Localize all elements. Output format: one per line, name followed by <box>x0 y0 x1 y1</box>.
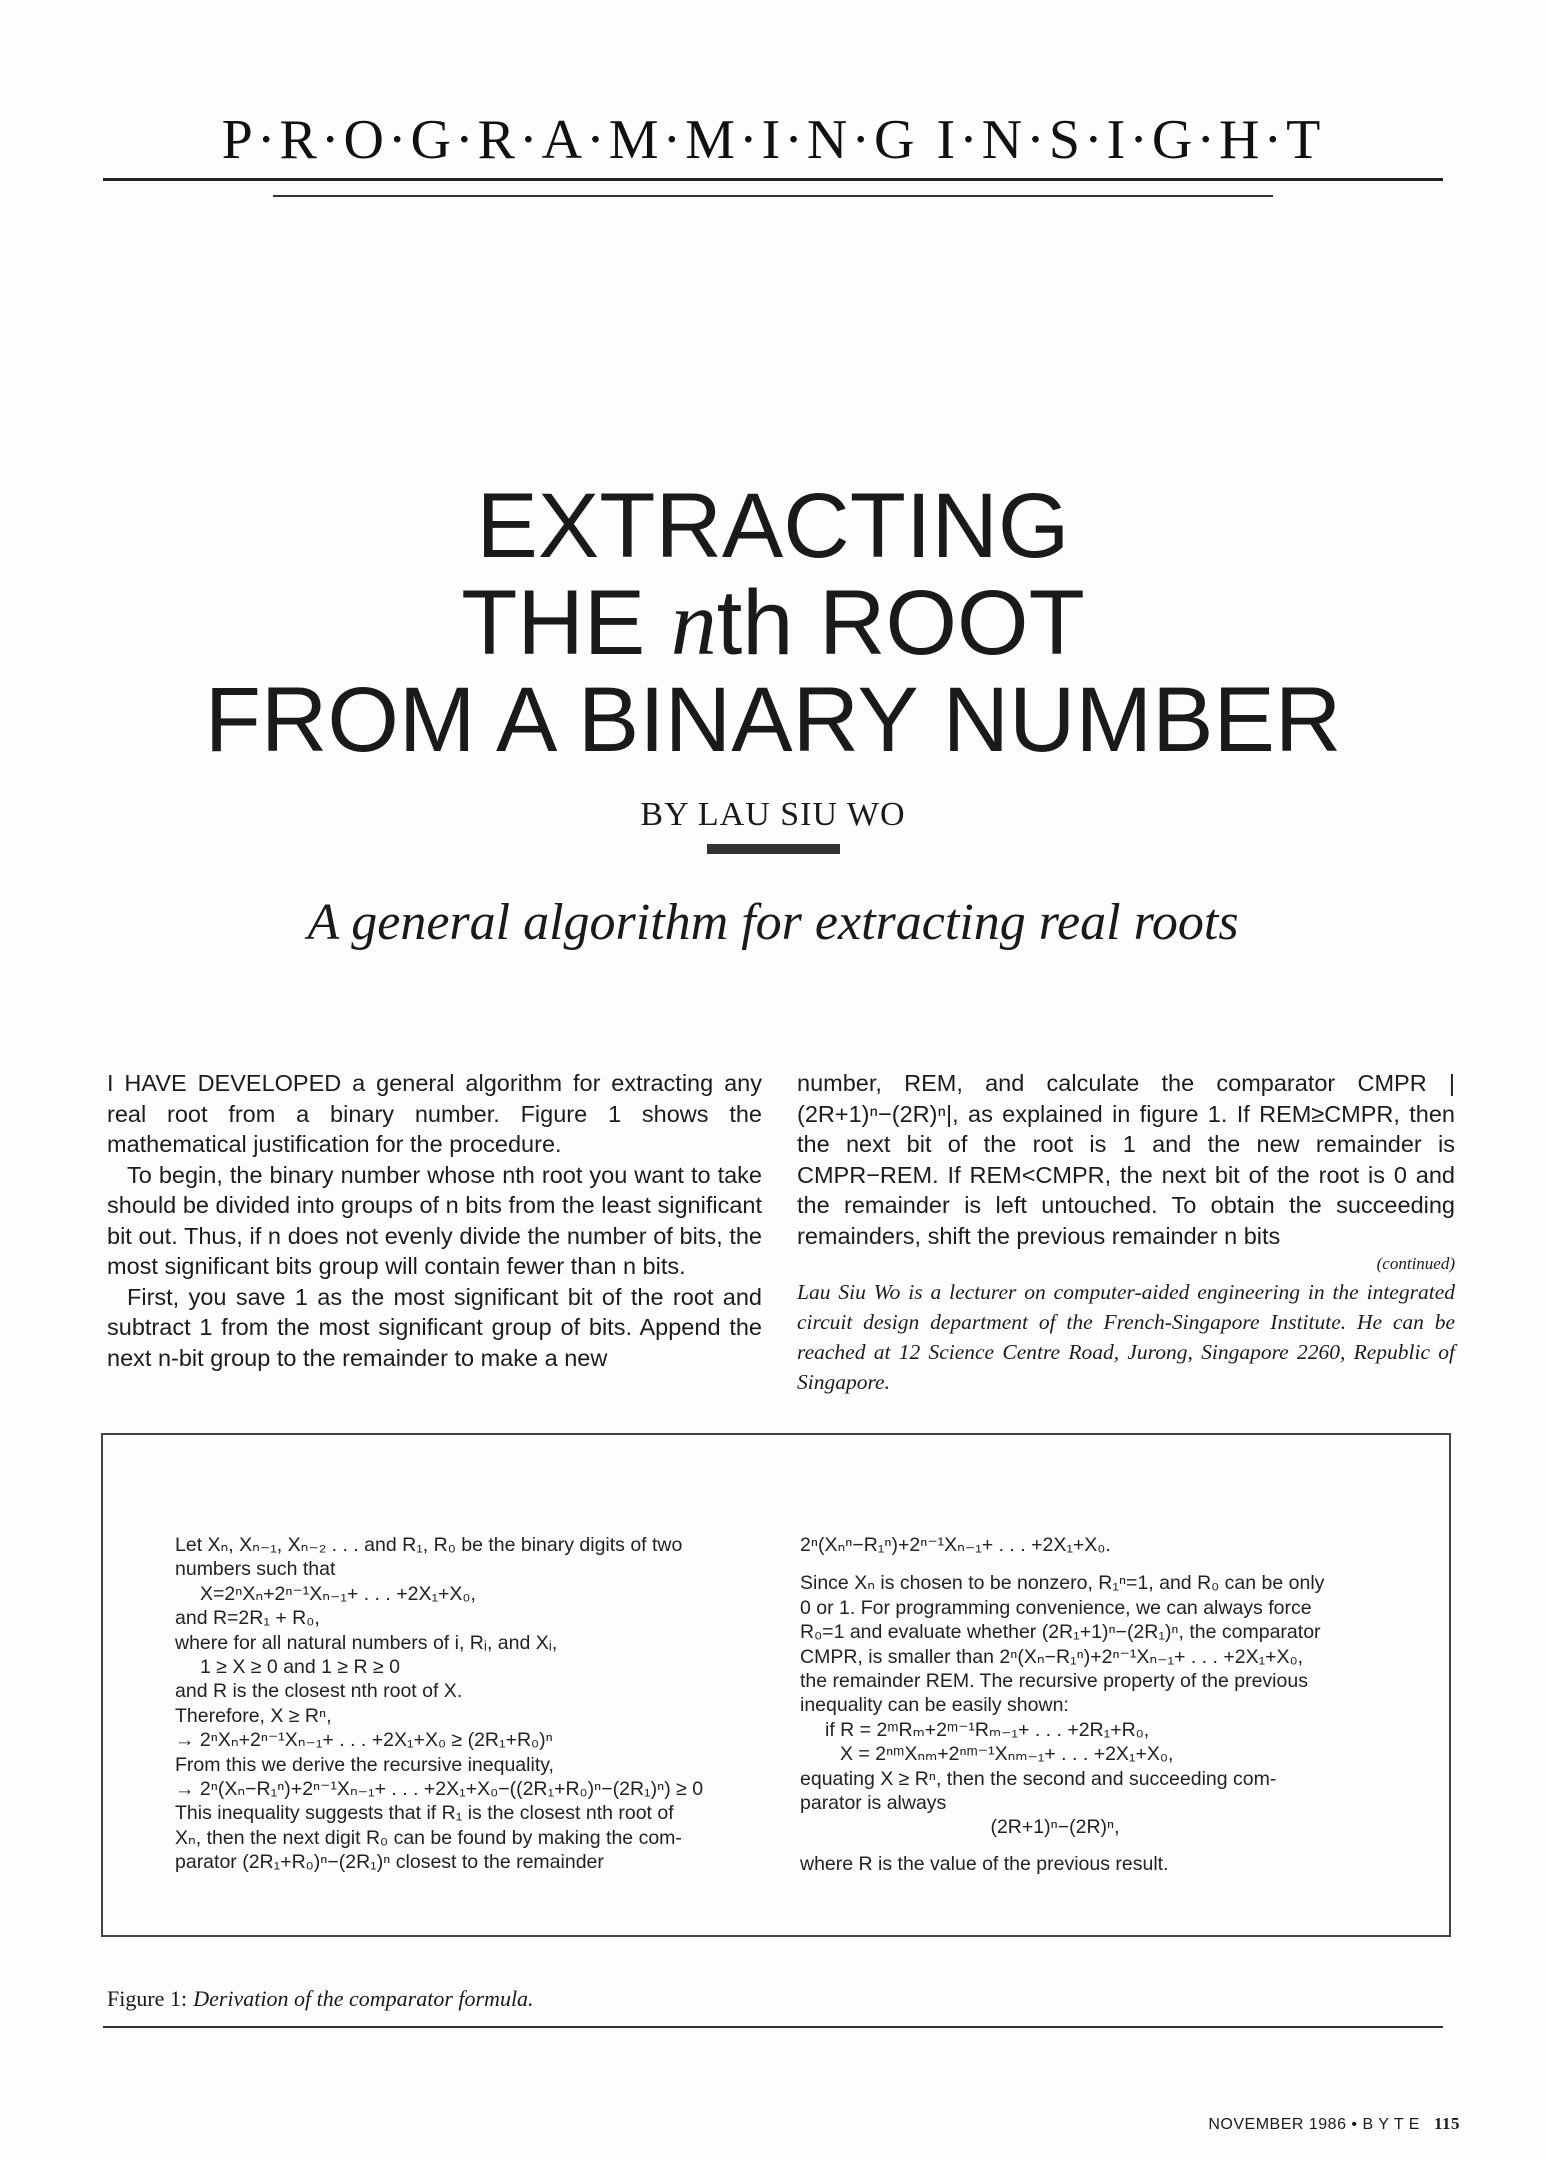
figure-column-right <box>800 1533 1400 1876</box>
figure-equation: 1 ≥ X ≥ 0 and 1 ≥ R ≥ 0 <box>200 1656 400 1679</box>
figure-caption <box>107 1986 534 2012</box>
figure-line: R₀=1 and evaluate whether (2R₁+1)ⁿ−(2R₁)ⁿ, the comparator <box>800 1621 1321 1644</box>
figure-column-left <box>175 1533 760 1875</box>
figure-equation: X=2ⁿXₙ+2ⁿ⁻¹Xₙ₋₁+ . . . +2X₁+X₀, <box>200 1582 476 1605</box>
byline: BY LAU SIU WO <box>640 796 906 833</box>
figure-line: parator (2R₁+R₀)ⁿ−(2R₁)ⁿ closest to the remainder <box>175 1851 604 1874</box>
section-kicker: P·R·O·G·R·A·M·M·I·N·G I·N·S·I·G·H·T <box>221 109 1325 171</box>
figure-line: inequality can be easily shown: <box>800 1694 1069 1717</box>
title-line-1: EXTRACTING <box>476 475 1070 577</box>
page-number: 115 <box>1433 2114 1460 2133</box>
article-deck: A general algorithm for extracting real roots <box>307 894 1239 951</box>
figure-equation: → 2ⁿXₙ+2ⁿ⁻¹Xₙ₋₁+ . . . +2X₁+X₀ ≥ (2R₁+R₀)ⁿ <box>175 1729 553 1752</box>
body-paragraph: First, you save 1 as the most significant bit of the root and subtract 1 from the most significant group of bits. Append the next n-bit group to the remainder to make a new <box>107 1283 762 1371</box>
figure-line: numbers such that <box>175 1558 336 1581</box>
figure-line: equating X ≥ Rⁿ, then the second and succeeding com- <box>800 1767 1277 1790</box>
figure-caption-text: Derivation of the comparator formula. <box>193 1986 534 2011</box>
figure-equation: if R = 2ᵐRₘ+2ᵐ⁻¹Rₘ₋₁+ . . . +2R₁+R₀, <box>825 1718 1150 1741</box>
figure-line: Let Xₙ, Xₙ₋₁, Xₙ₋₂ . . . and R₁, R₀ be the binary digits of two <box>175 1534 683 1556</box>
figure-line: and R is the closest nth root of X. <box>175 1680 463 1703</box>
figure-line: CMPR, is smaller than 2ⁿ(Xₙ−R₁ⁿ)+2ⁿ⁻¹Xₙ₋₁+ . . . +2X₁+X₀, <box>800 1645 1304 1668</box>
footer-rule <box>103 2026 1443 2028</box>
figure-line: Since Xₙ is chosen to be nonzero, R₁ⁿ=1, and R₀ can be only <box>800 1572 1325 1595</box>
body-paragraph: I HAVE DEVELOPED a general algorithm for extracting any real root from a binary number. Figure 1 shows the mathematical justification for the procedure. <box>107 1070 762 1157</box>
body-paragraph: number, REM, and calculate the comparator CMPR |(2R+1)ⁿ−(2R)ⁿ|, as explained in figure 1. If REM≥CMPR, then the next bit of the root is 1 and the new remainder is CMPR−REM. If REM<CMPR, the next bit of the root is 0 and the remainder is left untouched. To obtain the succeeding remainders, shift the previous remainder n bits <box>797 1070 1455 1249</box>
figure-equation: 2ⁿ(Xₙⁿ−R₁ⁿ)+2ⁿ⁻¹Xₙ₋₁+ . . . +2X₁+X₀. <box>800 1534 1111 1556</box>
figure-spacer <box>800 1557 1400 1571</box>
article-title <box>0 475 1546 771</box>
figure-line: where for all natural numbers of i, Rᵢ, and Xᵢ, <box>175 1631 558 1654</box>
figure-line: Therefore, X ≥ Rⁿ, <box>175 1704 332 1727</box>
figure-line: parator is always <box>800 1792 947 1815</box>
author-bio: Lau Siu Wo is a lecturer on computer-aided engineering in the integrated circuit design department of the French-Singapore Institute. He can be reached at 12 Science Centre Road, Jurong, Singapore 2260, Republic of Singapore. <box>797 1280 1455 1394</box>
figure-line: and R=2R₁ + R₀, <box>175 1607 320 1630</box>
figure-equation: → 2ⁿ(Xₙ−R₁ⁿ)+2ⁿ⁻¹Xₙ₋₁+ . . . +2X₁+X₀−((2R₁+R₀)ⁿ−(2R₁)ⁿ) ≥ 0 <box>175 1778 704 1801</box>
figure-line: where R is the value of the previous result. <box>800 1852 1169 1875</box>
figure-line: From this we derive the recursive inequality, <box>175 1753 554 1776</box>
figure-equation: (2R+1)ⁿ−(2R)ⁿ, <box>990 1816 1120 1839</box>
figure-line: This inequality suggests that if R₁ is the closest nth root of <box>175 1802 674 1825</box>
title-line-3: FROM A BINARY NUMBER <box>204 669 1342 771</box>
page-footer <box>1000 2114 1460 2134</box>
header-rule <box>103 178 1443 181</box>
header-subrule <box>273 195 1273 197</box>
byline-bar <box>707 844 840 854</box>
title-line-2: THE nth ROOT <box>461 572 1085 674</box>
figure-spacer <box>800 1840 1400 1852</box>
continued-note: (continued) <box>1376 1254 1455 1273</box>
body-column-right <box>797 1068 1455 1397</box>
figure-caption-label: Figure 1: <box>107 1986 188 2011</box>
body-column-left <box>107 1068 762 1373</box>
issue-info: NOVEMBER 1986 • B Y T E <box>1208 2116 1420 2133</box>
body-paragraph: To begin, the binary number whose nth root you want to take should be divided into groups of n bits from the least significant bit out. Thus, if n does not evenly divide the number of bits, the most significant bits group will contain fewer than n bits. <box>107 1161 762 1279</box>
figure-line: Xₙ, then the next digit R₀ can be found by making the com- <box>175 1826 682 1849</box>
figure-equation: X = 2ⁿᵐXₙₘ+2ⁿᵐ⁻¹Xₙₘ₋₁+ . . . +2X₁+X₀, <box>840 1743 1174 1766</box>
figure-line: 0 or 1. For programming convenience, we can always force <box>800 1596 1312 1619</box>
figure-line: the remainder REM. The recursive property of the previous <box>800 1670 1308 1693</box>
